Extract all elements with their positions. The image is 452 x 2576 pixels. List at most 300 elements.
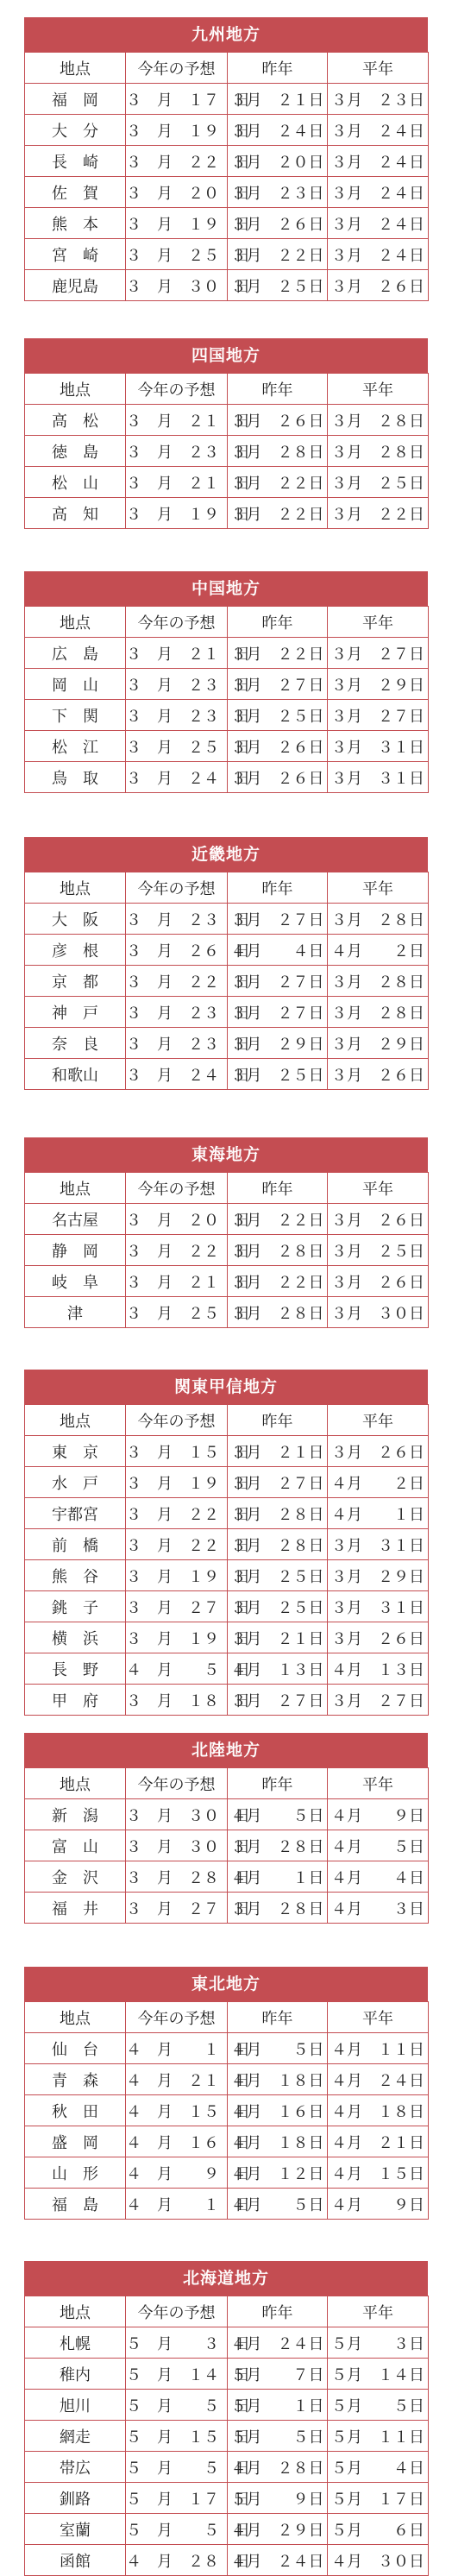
table-row — [25, 2452, 429, 2483]
table-row — [25, 146, 429, 177]
cell-forecast: ３ 月 １９ 日 — [126, 1560, 228, 1591]
cell-forecast: ３ 月 ２３ 日 — [126, 904, 228, 935]
cell-place: 甲 府 — [25, 1685, 126, 1716]
cell-place: 岐 阜 — [25, 1266, 126, 1297]
region-kyushu — [24, 17, 428, 301]
cell-forecast: ５ 月 ５ 日 — [126, 2514, 228, 2545]
cell-forecast: ３ 月 ２７ 日 — [126, 1591, 228, 1622]
region-tokai — [24, 1137, 428, 1328]
header-last-year: 昨年 — [228, 2002, 328, 2033]
cell-normal: ３月 ２８日 — [328, 436, 429, 467]
cell-place: 和歌山 — [25, 1059, 126, 1090]
header-place: 地点 — [25, 1405, 126, 1436]
region-title: 関東甲信地方 — [24, 1370, 428, 1404]
table-header-row — [25, 1768, 429, 1799]
region-shikoku — [24, 338, 428, 529]
cell-last-year: ４月 １８日 — [228, 2064, 328, 2095]
cell-place: 水 戸 — [25, 1467, 126, 1498]
cell-place: 大 分 — [25, 115, 126, 146]
table-row — [25, 498, 429, 529]
cell-last-year: ３月 ２６日 — [228, 762, 328, 793]
header-normal: 平年 — [328, 374, 429, 405]
header-place: 地点 — [25, 1768, 126, 1799]
cell-normal: ３月 ２４日 — [328, 208, 429, 239]
table-row — [25, 2095, 429, 2126]
cell-place: 高 知 — [25, 498, 126, 529]
cell-forecast: ３ 月 ２２ 日 — [126, 966, 228, 997]
header-forecast: 今年の予想 — [126, 2002, 228, 2033]
cell-normal: ４月 ２１日 — [328, 2126, 429, 2157]
table-row — [25, 115, 429, 146]
cell-last-year: ５月 ７日 — [228, 2359, 328, 2390]
cell-forecast: ３ 月 ２１ 日 — [126, 1266, 228, 1297]
cell-forecast: ３ 月 ２２ 日 — [126, 1529, 228, 1560]
header-normal: 平年 — [328, 1405, 429, 1436]
cell-last-year: ４月 ２９日 — [228, 2514, 328, 2545]
cell-place: 釧路 — [25, 2483, 126, 2514]
cell-forecast: ３ 月 ２７ 日 — [126, 1893, 228, 1924]
cell-normal: ３月 ２９日 — [328, 1028, 429, 1059]
cell-place: 前 橋 — [25, 1529, 126, 1560]
cell-place: 宮 崎 — [25, 239, 126, 270]
cell-last-year: ４月 １日 — [228, 1861, 328, 1893]
table-row — [25, 1830, 429, 1861]
cell-normal: ３月 ２４日 — [328, 146, 429, 177]
cell-place: 稚内 — [25, 2359, 126, 2390]
table-row — [25, 1685, 429, 1716]
cell-normal: ４月 ５日 — [328, 1830, 429, 1861]
cell-place: 静 岡 — [25, 1235, 126, 1266]
cell-last-year: ４月 １６日 — [228, 2095, 328, 2126]
cell-forecast: ５ 月 １７ 日 — [126, 2483, 228, 2514]
cell-place: 福 島 — [25, 2189, 126, 2220]
cell-place: 盛 岡 — [25, 2126, 126, 2157]
cell-place: 函館 — [25, 2545, 126, 2576]
region-chugoku — [24, 571, 428, 793]
table-row — [25, 2483, 429, 2514]
header-normal: 平年 — [328, 607, 429, 638]
table-row — [25, 1297, 429, 1328]
cell-last-year: ３月 ２５日 — [228, 1560, 328, 1591]
cell-place: 広 島 — [25, 638, 126, 669]
table-header-row — [25, 374, 429, 405]
header-forecast: 今年の予想 — [126, 1768, 228, 1799]
table-row — [25, 1436, 429, 1467]
region-kinki — [24, 837, 428, 1090]
cell-forecast: ４ 月 ２８ 日 — [126, 2545, 228, 2576]
cell-place: 山 形 — [25, 2157, 126, 2189]
cell-place: 秋 田 — [25, 2095, 126, 2126]
cell-normal: ３月 ２８日 — [328, 904, 429, 935]
table-row — [25, 1861, 429, 1893]
cell-forecast: ３ 月 ２６ 日 — [126, 935, 228, 966]
cell-last-year: ４月 ４日 — [228, 935, 328, 966]
cell-last-year: ３月 ２２日 — [228, 1266, 328, 1297]
cell-normal: ５月 ６日 — [328, 2514, 429, 2545]
cell-place: 東 京 — [25, 1436, 126, 1467]
table-row — [25, 2359, 429, 2390]
header-last-year: 昨年 — [228, 607, 328, 638]
cell-last-year: ３月 ２６日 — [228, 731, 328, 762]
cell-place: 高 松 — [25, 405, 126, 436]
header-normal: 平年 — [328, 53, 429, 84]
cell-place: 網走 — [25, 2421, 126, 2452]
cell-normal: ３月 ２６日 — [328, 1266, 429, 1297]
cell-forecast: ３ 月 ３０ 日 — [126, 1830, 228, 1861]
region-title: 北陸地方 — [24, 1733, 428, 1767]
cell-normal: ３月 ２４日 — [328, 177, 429, 208]
cell-normal: ５月 ４日 — [328, 2452, 429, 2483]
table-header-row — [25, 1173, 429, 1204]
table-row — [25, 1591, 429, 1622]
cell-forecast: ４ 月 １６ 日 — [126, 2126, 228, 2157]
table-row — [25, 669, 429, 700]
cell-forecast: ４ 月 １５ 日 — [126, 2095, 228, 2126]
table-row — [25, 700, 429, 731]
cell-place: 奈 良 — [25, 1028, 126, 1059]
cell-forecast: ３ 月 １５ 日 — [126, 1436, 228, 1467]
cell-place: 長 野 — [25, 1653, 126, 1685]
cell-place: 鳥 取 — [25, 762, 126, 793]
cell-forecast: ４ 月 １ 日 — [126, 2189, 228, 2220]
cell-place: 福 井 — [25, 1893, 126, 1924]
cell-place: 長 崎 — [25, 146, 126, 177]
cell-last-year: ３月 ２２日 — [228, 239, 328, 270]
cell-normal: ３月 ２５日 — [328, 1235, 429, 1266]
table-header-row — [25, 53, 429, 84]
cell-normal: ３月 ２７日 — [328, 1685, 429, 1716]
cell-forecast: ３ 月 ２３ 日 — [126, 669, 228, 700]
cell-last-year: ３月 ２２日 — [228, 498, 328, 529]
cell-forecast: ３ 月 １９ 日 — [126, 115, 228, 146]
header-last-year: 昨年 — [228, 1405, 328, 1436]
cell-last-year: ３月 ２１日 — [228, 84, 328, 115]
bloom-table — [24, 2296, 429, 2576]
cell-normal: ４月 ９日 — [328, 2189, 429, 2220]
header-place: 地点 — [25, 2296, 126, 2327]
cell-last-year: ３月 ２７日 — [228, 1685, 328, 1716]
header-last-year: 昨年 — [228, 374, 328, 405]
cell-forecast: ３ 月 ３０ 日 — [126, 1799, 228, 1830]
cell-forecast: ３ 月 ３０ 日 — [126, 270, 228, 301]
table-header-row — [25, 607, 429, 638]
table-row — [25, 239, 429, 270]
cell-normal: ３月 ２６日 — [328, 1622, 429, 1653]
cell-place: 帯広 — [25, 2452, 126, 2483]
bloom-table — [24, 52, 429, 301]
cell-normal: ３月 ２６日 — [328, 1059, 429, 1090]
table-row — [25, 84, 429, 115]
cell-normal: ５月 １４日 — [328, 2359, 429, 2390]
cell-last-year: ３月 ２９日 — [228, 1028, 328, 1059]
table-row — [25, 904, 429, 935]
cell-normal: ３月 ３１日 — [328, 1529, 429, 1560]
cell-place: 宇都宮 — [25, 1498, 126, 1529]
table-row — [25, 208, 429, 239]
table-row — [25, 177, 429, 208]
table-row — [25, 2421, 429, 2452]
cell-last-year: ４月 １８日 — [228, 2126, 328, 2157]
table-row — [25, 1467, 429, 1498]
cell-normal: ４月 １５日 — [328, 2157, 429, 2189]
cell-forecast: ３ 月 ２２ 日 — [126, 1235, 228, 1266]
table-row — [25, 638, 429, 669]
header-forecast: 今年の予想 — [126, 607, 228, 638]
table-row — [25, 1560, 429, 1591]
bloom-table — [24, 373, 429, 529]
header-forecast: 今年の予想 — [126, 1173, 228, 1204]
table-row — [25, 467, 429, 498]
cell-normal: ３月 ２２日 — [328, 498, 429, 529]
cell-forecast: ５ 月 ５ 日 — [126, 2452, 228, 2483]
cell-normal: ３月 ２６日 — [328, 1436, 429, 1467]
cell-normal: ３月 ２８日 — [328, 966, 429, 997]
cell-normal: ３月 ２５日 — [328, 467, 429, 498]
cell-normal: ５月 ５日 — [328, 2390, 429, 2421]
cell-last-year: ４月 ５日 — [228, 1799, 328, 1830]
cell-last-year: ３月 ２２日 — [228, 638, 328, 669]
bloom-table — [24, 1767, 429, 1924]
header-normal: 平年 — [328, 1768, 429, 1799]
cell-place: 新 潟 — [25, 1799, 126, 1830]
cell-forecast: ３ 月 ２０ 日 — [126, 177, 228, 208]
table-row — [25, 2064, 429, 2095]
cell-last-year: ３月 ２５日 — [228, 1591, 328, 1622]
cell-place: 津 — [25, 1297, 126, 1328]
cell-normal: ４月 ２４日 — [328, 2064, 429, 2095]
cell-normal: ４月 ４日 — [328, 1861, 429, 1893]
cell-last-year: ３月 ２６日 — [228, 405, 328, 436]
cell-normal: ４月 ３日 — [328, 1893, 429, 1924]
region-title: 北海道地方 — [24, 2261, 428, 2296]
bloom-table — [24, 2001, 429, 2220]
cell-forecast: ３ 月 １９ 日 — [126, 1622, 228, 1653]
cell-normal: ４月 ２日 — [328, 1467, 429, 1498]
cell-forecast: ３ 月 ２４ 日 — [126, 762, 228, 793]
cell-last-year: ５月 ５日 — [228, 2421, 328, 2452]
cell-last-year: ３月 ２８日 — [228, 1297, 328, 1328]
table-row — [25, 935, 429, 966]
cell-last-year: ４月 ２４日 — [228, 2545, 328, 2576]
cell-last-year: ４月 １３日 — [228, 1653, 328, 1685]
header-last-year: 昨年 — [228, 872, 328, 904]
cell-last-year: ３月 ２８日 — [228, 436, 328, 467]
header-forecast: 今年の予想 — [126, 1405, 228, 1436]
header-last-year: 昨年 — [228, 2296, 328, 2327]
table-row — [25, 1498, 429, 1529]
cell-last-year: ３月 ２８日 — [228, 1830, 328, 1861]
cell-last-year: ３月 ２７日 — [228, 966, 328, 997]
cell-last-year: ３月 ２７日 — [228, 669, 328, 700]
table-row — [25, 966, 429, 997]
cell-normal: ４月 ３０日 — [328, 2545, 429, 2576]
cell-place: 金 沢 — [25, 1861, 126, 1893]
table-row — [25, 1266, 429, 1297]
cell-place: 旭川 — [25, 2390, 126, 2421]
table-row — [25, 2390, 429, 2421]
cell-forecast: ３ 月 ２１ 日 — [126, 638, 228, 669]
cell-forecast: ３ 月 ２４ 日 — [126, 1059, 228, 1090]
cell-normal: ３月 ２９日 — [328, 1560, 429, 1591]
cell-normal: ３月 ２８日 — [328, 405, 429, 436]
cell-last-year: ４月 ２４日 — [228, 2327, 328, 2359]
header-normal: 平年 — [328, 2296, 429, 2327]
header-last-year: 昨年 — [228, 1173, 328, 1204]
header-place: 地点 — [25, 374, 126, 405]
cell-forecast: ４ 月 １ 日 — [126, 2033, 228, 2064]
cell-forecast: ３ 月 １９ 日 — [126, 208, 228, 239]
cell-normal: ４月 ２日 — [328, 935, 429, 966]
cell-normal: ４月 １８日 — [328, 2095, 429, 2126]
cell-normal: ５月 ３日 — [328, 2327, 429, 2359]
cell-place: 名古屋 — [25, 1204, 126, 1235]
cell-forecast: ３ 月 ２５ 日 — [126, 731, 228, 762]
cell-last-year: ４月 １２日 — [228, 2157, 328, 2189]
header-place: 地点 — [25, 1173, 126, 1204]
cell-forecast: ３ 月 ２１ 日 — [126, 405, 228, 436]
table-row — [25, 2126, 429, 2157]
cell-forecast: ３ 月 １９ 日 — [126, 1467, 228, 1498]
table-row — [25, 1028, 429, 1059]
cell-last-year: ３月 ２７日 — [228, 997, 328, 1028]
cell-forecast: ５ 月 ５ 日 — [126, 2390, 228, 2421]
cell-normal: ５月 １７日 — [328, 2483, 429, 2514]
table-row — [25, 1059, 429, 1090]
header-place: 地点 — [25, 2002, 126, 2033]
region-title: 東海地方 — [24, 1137, 428, 1172]
cell-place: 熊 谷 — [25, 1560, 126, 1591]
cell-forecast: ３ 月 ２２ 日 — [126, 1498, 228, 1529]
header-last-year: 昨年 — [228, 53, 328, 84]
header-forecast: 今年の予想 — [126, 374, 228, 405]
header-last-year: 昨年 — [228, 1768, 328, 1799]
table-header-row — [25, 1405, 429, 1436]
table-row — [25, 731, 429, 762]
cell-last-year: ３月 ２８日 — [228, 1235, 328, 1266]
cell-forecast: ５ 月 １５ 日 — [126, 2421, 228, 2452]
cell-forecast: ４ 月 ２１ 日 — [126, 2064, 228, 2095]
cell-forecast: ４ 月 ５ 日 — [126, 1653, 228, 1685]
cell-place: 松 山 — [25, 467, 126, 498]
cell-place: 鹿児島 — [25, 270, 126, 301]
table-row — [25, 270, 429, 301]
cell-place: 徳 島 — [25, 436, 126, 467]
header-normal: 平年 — [328, 2002, 429, 2033]
cell-last-year: ３月 ２１日 — [228, 1436, 328, 1467]
cell-normal: ４月 １３日 — [328, 1653, 429, 1685]
bloom-table — [24, 606, 429, 793]
cell-forecast: ５ 月 １４ 日 — [126, 2359, 228, 2390]
cell-last-year: ３月 ２８日 — [228, 1529, 328, 1560]
cell-last-year: ３月 ２７日 — [228, 904, 328, 935]
table-row — [25, 1653, 429, 1685]
cell-forecast: ３ 月 ２３ 日 — [126, 700, 228, 731]
cell-forecast: ５ 月 ３ 日 — [126, 2327, 228, 2359]
cell-last-year: ４月 ５日 — [228, 2033, 328, 2064]
table-header-row — [25, 872, 429, 904]
cell-forecast: ３ 月 １８ 日 — [126, 1685, 228, 1716]
cell-last-year: ３月 ２８日 — [228, 1498, 328, 1529]
cell-forecast: ３ 月 ２２ 日 — [126, 146, 228, 177]
table-row — [25, 1622, 429, 1653]
bloom-table — [24, 1172, 429, 1328]
cell-normal: ３月 ２７日 — [328, 638, 429, 669]
cell-place: 青 森 — [25, 2064, 126, 2095]
header-forecast: 今年の予想 — [126, 2296, 228, 2327]
cell-place: 佐 賀 — [25, 177, 126, 208]
header-normal: 平年 — [328, 1173, 429, 1204]
header-forecast: 今年の予想 — [126, 53, 228, 84]
cell-normal: ５月 １１日 — [328, 2421, 429, 2452]
cell-forecast: ３ 月 ２３ 日 — [126, 997, 228, 1028]
cell-last-year: ３月 ２４日 — [228, 115, 328, 146]
region-title: 中国地方 — [24, 571, 428, 606]
cell-place: 室蘭 — [25, 2514, 126, 2545]
table-row — [25, 997, 429, 1028]
cell-forecast: ３ 月 ２１ 日 — [126, 467, 228, 498]
cell-normal: ４月 ９日 — [328, 1799, 429, 1830]
table-row — [25, 2327, 429, 2359]
cell-forecast: ３ 月 １９ 日 — [126, 498, 228, 529]
cell-forecast: ３ 月 ２５ 日 — [126, 1297, 228, 1328]
region-hokkaido — [24, 2261, 428, 2576]
cell-normal: ３月 ２８日 — [328, 997, 429, 1028]
bloom-table — [24, 872, 429, 1090]
region-title: 東北地方 — [24, 1967, 428, 2001]
cell-last-year: ３月 ２０日 — [228, 146, 328, 177]
table-row — [25, 1893, 429, 1924]
cell-place: 京 都 — [25, 966, 126, 997]
cell-forecast: ３ 月 ２８ 日 — [126, 1861, 228, 1893]
cell-normal: ３月 ２３日 — [328, 84, 429, 115]
cell-last-year: ３月 ２２日 — [228, 1204, 328, 1235]
cell-place: 横 浜 — [25, 1622, 126, 1653]
header-place: 地点 — [25, 53, 126, 84]
cell-last-year: ３月 ２５日 — [228, 700, 328, 731]
cell-last-year: ５月 ９日 — [228, 2483, 328, 2514]
cell-last-year: ３月 ２１日 — [228, 1622, 328, 1653]
cell-forecast: ３ 月 ２０ 日 — [126, 1204, 228, 1235]
cell-last-year: ３月 ２８日 — [228, 1893, 328, 1924]
cell-place: 松 江 — [25, 731, 126, 762]
cell-normal: ３月 ２７日 — [328, 700, 429, 731]
table-row — [25, 2033, 429, 2064]
table-header-row — [25, 2002, 429, 2033]
cell-normal: ３月 ３１日 — [328, 762, 429, 793]
region-kanto-koshin — [24, 1370, 428, 1716]
cell-place: 岡 山 — [25, 669, 126, 700]
table-row — [25, 1204, 429, 1235]
cell-last-year: ３月 ２５日 — [228, 270, 328, 301]
region-hokuriku — [24, 1733, 428, 1924]
cell-normal: ３月 ２４日 — [328, 239, 429, 270]
cell-normal: ４月 １日 — [328, 1498, 429, 1529]
cell-normal: ３月 ２４日 — [328, 115, 429, 146]
table-row — [25, 405, 429, 436]
table-header-row — [25, 2296, 429, 2327]
cell-forecast: ３ 月 ２３ 日 — [126, 436, 228, 467]
table-row — [25, 2545, 429, 2576]
cell-last-year: ５月 １日 — [228, 2390, 328, 2421]
cell-place: 銚 子 — [25, 1591, 126, 1622]
table-row — [25, 1529, 429, 1560]
cell-normal: ３月 ２６日 — [328, 1204, 429, 1235]
cell-place: 福 岡 — [25, 84, 126, 115]
cell-last-year: ３月 ２７日 — [228, 1467, 328, 1498]
cell-forecast: ３ 月 ２３ 日 — [126, 1028, 228, 1059]
bloom-table — [24, 1404, 429, 1716]
cell-forecast: ４ 月 ９ 日 — [126, 2157, 228, 2189]
